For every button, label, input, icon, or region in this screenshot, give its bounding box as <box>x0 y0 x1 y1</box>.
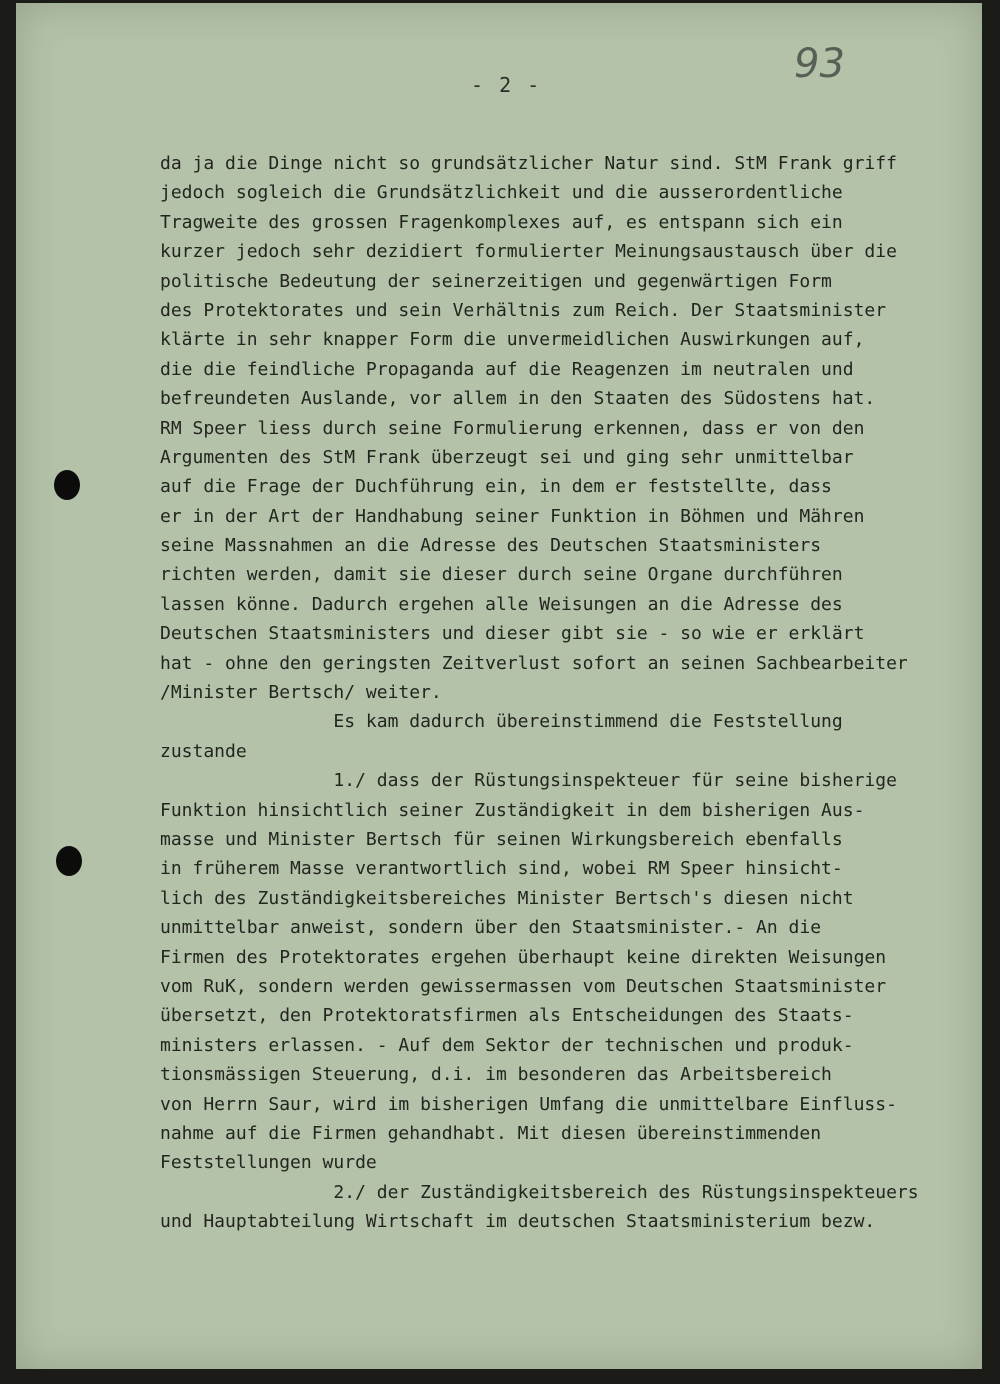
text-line: jedoch sogleich die Grundsätzlichkeit und die ausserordentliche <box>160 182 843 204</box>
text-line: des Protektorates und sein Verhältnis zum Reich. Der Staatsminister <box>160 299 887 321</box>
text-line: in früherem Masse verantwortlich sind, wobei RM Speer hinsicht- <box>160 858 843 880</box>
page-number: - 2 - <box>471 73 542 97</box>
text-line: 1./ dass der Rüstungsinspekteuer für seine bisherige <box>160 770 897 792</box>
punch-hole-top <box>54 470 80 500</box>
text-line: von Herrn Saur, wird im bisherigen Umfang die unmittelbare Einfluss- <box>160 1093 897 1115</box>
text-line: seine Massnahmen an die Adresse des Deutschen Staatsministers <box>160 535 822 557</box>
text-line: unmittelbar anweist, sondern über den Staatsminister.- An die <box>160 917 822 939</box>
text-line: vom RuK, sondern werden gewissermassen vom Deutschen Staatsminister <box>160 975 887 997</box>
text-line: lich des Zuständigkeitsbereiches Minister Bertsch's diesen nicht <box>160 887 854 909</box>
handwritten-folio-number: 93 <box>794 41 845 87</box>
text-line: Tragweite des grossen Fragenkomplexes auf, es entspann sich ein <box>160 211 843 233</box>
typed-page <box>16 3 982 1369</box>
text-line: richten werden, damit sie dieser durch seine Organe durchführen <box>160 564 843 586</box>
text-line: zustande <box>160 740 247 762</box>
typed-body-text <box>160 149 990 1236</box>
text-line: und Hauptabteilung Wirtschaft im deutschen Staatsministerium bezw. <box>160 1211 876 1233</box>
text-line: Funktion hinsichtlich seiner Zuständigkeit in dem bisherigen Aus- <box>160 799 865 821</box>
text-line: RM Speer liess durch seine Formulierung erkennen, dass er von den <box>160 417 865 439</box>
text-line: kurzer jedoch sehr dezidiert formulierter Meinungsaustausch über die <box>160 241 897 263</box>
text-line: masse und Minister Bertsch für seinen Wirkungsbereich ebenfalls <box>160 828 843 850</box>
text-line: Es kam dadurch übereinstimmend die Feststellung <box>160 711 843 733</box>
punch-hole-bottom <box>56 846 82 876</box>
text-line: da ja die Dinge nicht so grundsätzlicher Natur sind. StM Frank griff <box>160 153 897 174</box>
text-line: /Minister Bertsch/ weiter. <box>160 682 442 704</box>
text-line: befreundeten Auslande, vor allem in den Staaten des Südostens hat. <box>160 388 876 410</box>
text-line: lassen könne. Dadurch ergehen alle Weisungen an die Adresse des <box>160 593 843 615</box>
text-line: nahme auf die Firmen gehandhabt. Mit diesen übereinstimmenden <box>160 1122 822 1144</box>
text-line: hat - ohne den geringsten Zeitverlust sofort an seinen Sachbearbeiter <box>160 652 908 674</box>
text-line: die die feindliche Propaganda auf die Reagenzen im neutralen und <box>160 358 854 380</box>
text-line: Deutschen Staatsministers und dieser gibt sie - so wie er erklärt <box>160 623 865 645</box>
text-line: klärte in sehr knapper Form die unvermeidlichen Auswirkungen auf, <box>160 329 865 351</box>
text-line: 2./ der Zuständigkeitsbereich des Rüstungsinspekteuers <box>160 1181 919 1203</box>
text-line: er in der Art der Handhabung seiner Funktion in Böhmen und Mähren <box>160 505 865 527</box>
text-line: Argumenten des StM Frank überzeugt sei und ging sehr unmittelbar <box>160 446 854 468</box>
text-line: Firmen des Protektorates ergehen überhaupt keine direkten Weisungen <box>160 946 887 968</box>
text-line: politische Bedeutung der seinerzeitigen und gegenwärtigen Form <box>160 270 832 292</box>
text-line: ministers erlassen. - Auf dem Sektor der technischen und produk- <box>160 1034 854 1056</box>
text-line: auf die Frage der Duchführung ein, in dem er feststellte, dass <box>160 476 832 498</box>
text-line: übersetzt, den Protektoratsfirmen als Entscheidungen des Staats- <box>160 1005 854 1027</box>
text-line: tionsmässigen Steuerung, d.i. im besonderen das Arbeitsbereich <box>160 1064 832 1086</box>
text-line: Feststellungen wurde <box>160 1152 377 1174</box>
